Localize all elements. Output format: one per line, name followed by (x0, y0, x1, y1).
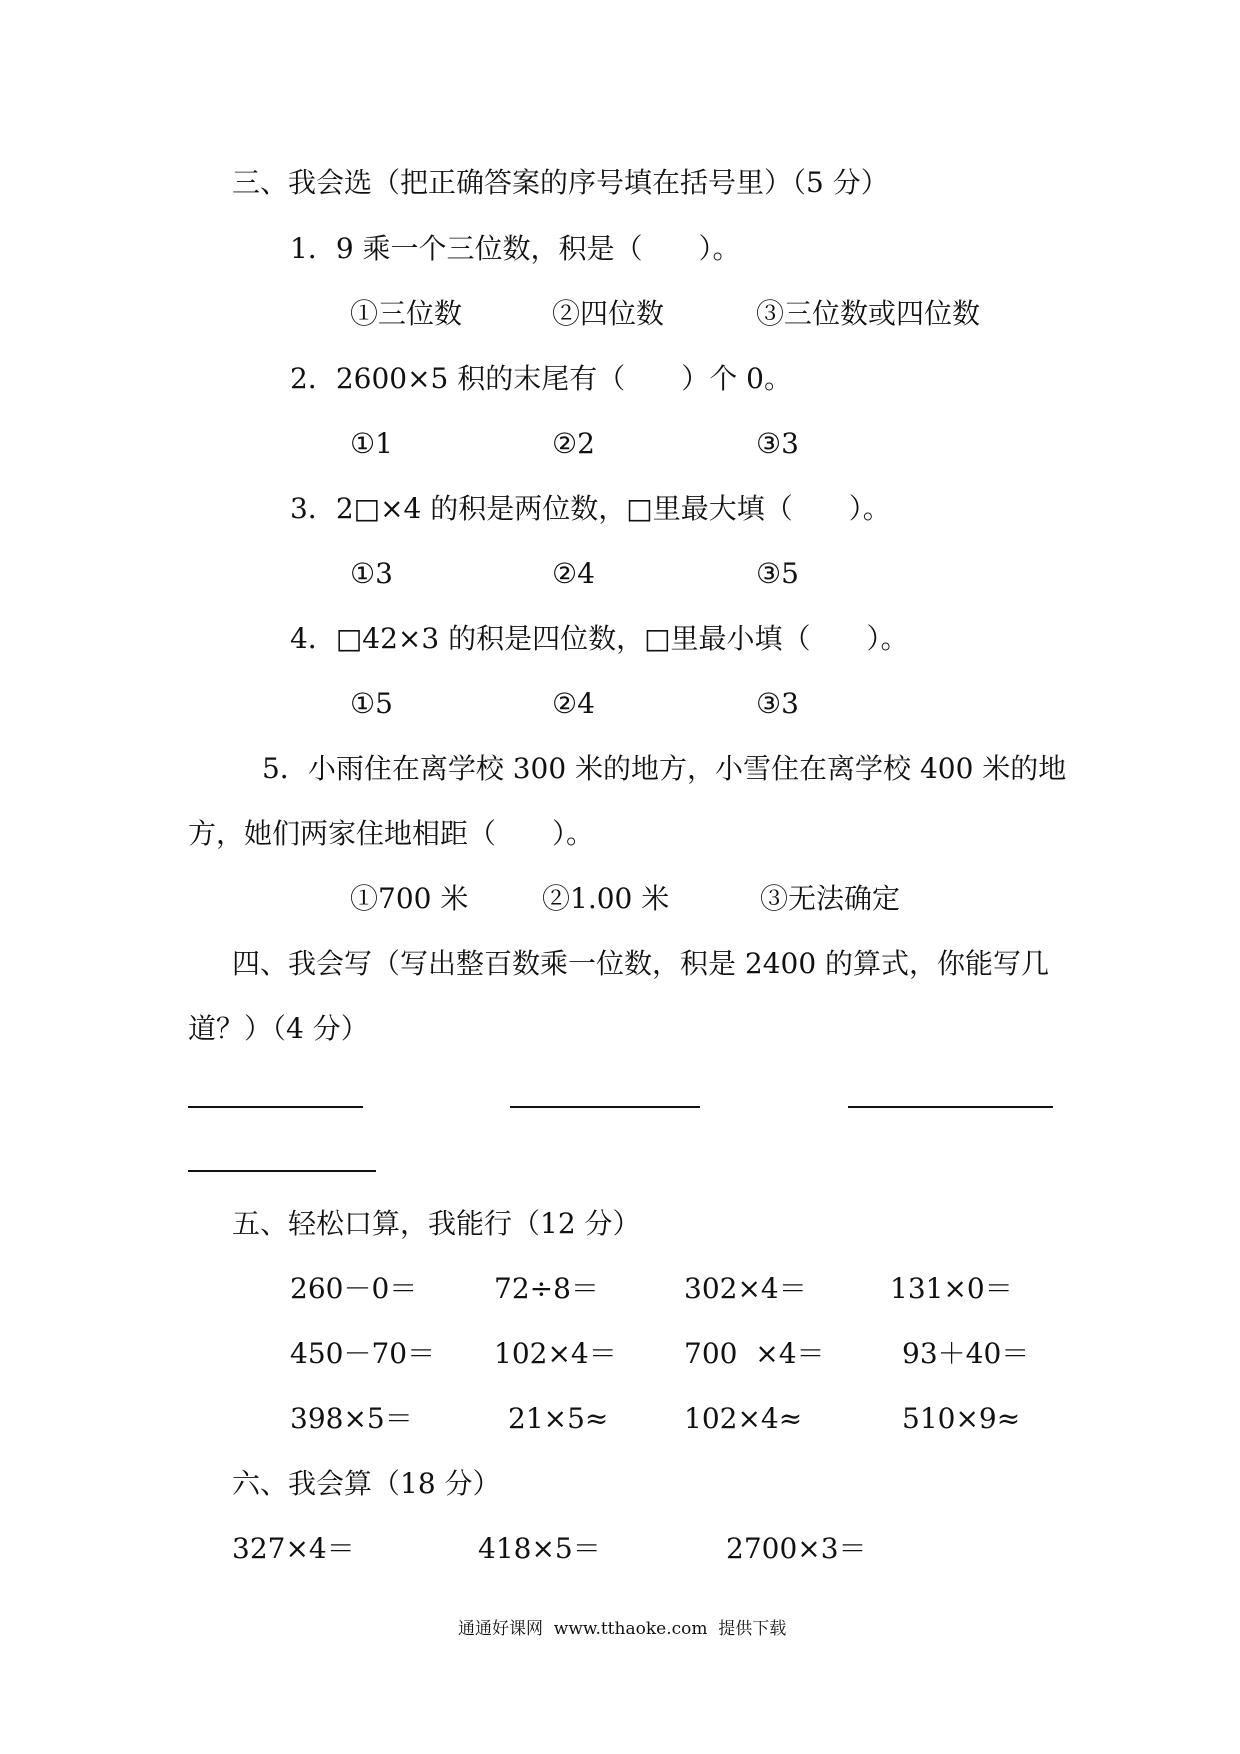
q5-option-1: ①700 米 (350, 882, 469, 915)
calc-r2c4: 93＋40＝ (902, 1337, 1030, 1370)
section4-title-line2: 道？）（4 分） (188, 1012, 369, 1045)
q2-text: 2．2600×5 积的末尾有（ ）个 0。 (290, 362, 792, 395)
q3-option-1: ①3 (350, 557, 393, 590)
calc-r3c3: 102×4≈ (684, 1402, 803, 1435)
calc-r3c4: 510×9≈ (902, 1402, 1021, 1435)
calc-r3c1: 398×5＝ (290, 1402, 413, 1435)
calc-r1c3: 302×4＝ (684, 1272, 807, 1305)
calc-r2c1: 450－70＝ (290, 1337, 436, 1370)
calc-r1c4: 131×0＝ (890, 1272, 1013, 1305)
q3-text: 3．2□×4 的积是两位数，□里最大填（ ）。 (290, 492, 891, 525)
calc-r1c1: 260－0＝ (290, 1272, 418, 1305)
calc-r1c2: 72÷8＝ (494, 1272, 599, 1305)
q5-option-2: ②1.00 米 (542, 882, 670, 915)
answer-blank-4[interactable] (188, 1170, 376, 1172)
q1-option-1: ①三位数 (350, 297, 463, 330)
q3-option-3: ③5 (756, 557, 799, 590)
q3-option-2: ②4 (552, 557, 595, 590)
q1-option-3: ③三位数或四位数 (756, 297, 981, 330)
section3-title: 三、我会选（把正确答案的序号填在括号里）（5 分） (232, 166, 889, 199)
q2-option-3: ③3 (756, 427, 799, 460)
footer-credit: 通通好课网 www.tthaoke.com 提供下载 (458, 1619, 787, 1639)
q4-option-2: ②4 (552, 687, 595, 720)
q4-option-1: ①5 (350, 687, 393, 720)
section6-title: 六、我会算（18 分） (232, 1467, 501, 1500)
calc6-item-2: 418×5＝ (478, 1532, 601, 1565)
q4-text: 4．□42×3 的积是四位数，□里最小填（ ）。 (290, 622, 909, 655)
q5-text-line2: 方，她们两家住地相距（ ）。 (188, 817, 595, 850)
calc-r3c2: 21×5≈ (508, 1402, 609, 1435)
answer-blank-2[interactable] (510, 1106, 700, 1108)
calc6-item-1: 327×4＝ (232, 1532, 355, 1565)
section4-title-line1: 四、我会写（写出整百数乘一位数，积是 2400 的算式，你能写几 (232, 947, 1050, 980)
q2-option-2: ②2 (552, 427, 595, 460)
q4-option-3: ③3 (756, 687, 799, 720)
calc6-item-3: 2700×3＝ (726, 1532, 867, 1565)
calc-r2c3: 700 ×4＝ (684, 1337, 825, 1370)
answer-blank-1[interactable] (188, 1106, 363, 1108)
q2-option-1: ①1 (350, 427, 393, 460)
q5-text-line1: 5．小雨住在离学校 300 米的地方，小雪住在离学校 400 米的地 (262, 752, 1067, 785)
q1-text: 1．9 乘一个三位数，积是（ ）。 (290, 232, 741, 265)
calc-r2c2: 102×4＝ (494, 1337, 617, 1370)
answer-blank-3[interactable] (848, 1106, 1053, 1108)
q5-option-3: ③无法确定 (760, 882, 901, 915)
q1-option-2: ②四位数 (552, 297, 665, 330)
section5-title: 五、轻松口算，我能行（12 分） (232, 1207, 641, 1240)
